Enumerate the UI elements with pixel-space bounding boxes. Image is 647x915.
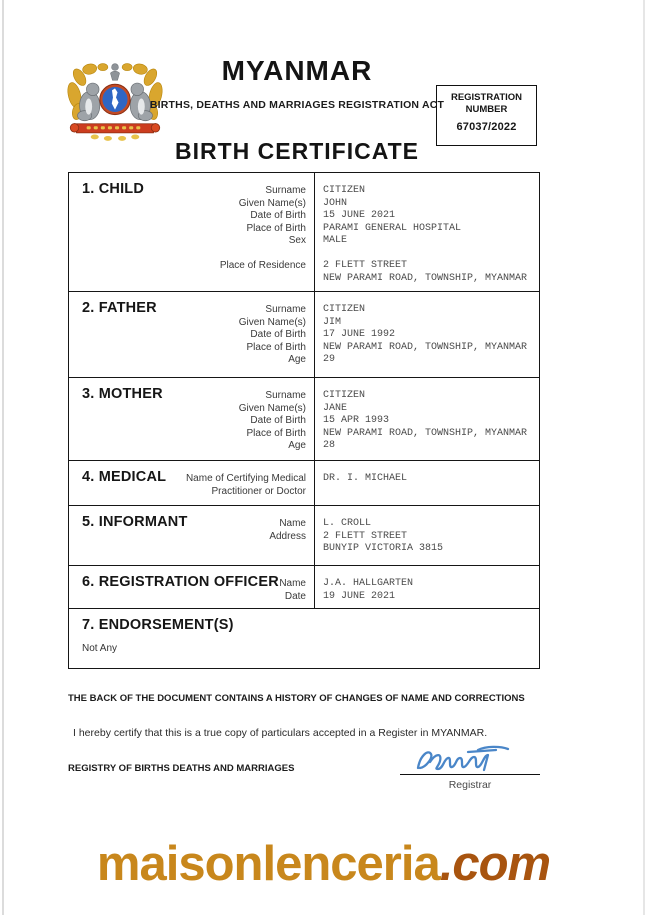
field-label: Given Name(s) bbox=[238, 197, 306, 209]
registrar-signature-block bbox=[400, 744, 540, 791]
field-value: L. CROLL bbox=[323, 518, 372, 529]
field-label: Place of Residence bbox=[219, 260, 306, 271]
field-value: 28 bbox=[323, 440, 336, 451]
field-label: Date of Birth bbox=[250, 329, 306, 340]
father-values bbox=[314, 292, 539, 377]
field-value: CITIZEN bbox=[323, 390, 366, 401]
section-title-registration-officer: 6. REGISTRATION OFFICER bbox=[82, 574, 279, 590]
registrar-signature-icon bbox=[410, 744, 530, 776]
registration-number-label: REGISTRATION NUMBER bbox=[450, 92, 523, 115]
endorsement-note: Not Any bbox=[82, 643, 118, 654]
section-title-child: 1. CHILD bbox=[82, 181, 145, 197]
field-label: Given Name(s) bbox=[238, 402, 306, 414]
field-value: JOHN bbox=[323, 197, 348, 209]
field-label: Name of Certifying Medical bbox=[185, 473, 306, 484]
country-title: MYANMAR bbox=[221, 55, 373, 86]
field-value: CITIZEN bbox=[323, 185, 366, 196]
field-value: NEW PARAMI ROAD, TOWNSHIP, MYANMAR bbox=[323, 272, 528, 284]
signature-line bbox=[400, 774, 540, 775]
field-label: Surname bbox=[265, 185, 306, 196]
field-value: JIM bbox=[323, 316, 342, 328]
field-label: Place of Birth bbox=[246, 427, 306, 439]
field-value: NEW PARAMI ROAD, TOWNSHIP, MYANMAR bbox=[323, 341, 528, 353]
mother-values bbox=[314, 378, 539, 460]
section-registration-officer bbox=[69, 565, 539, 608]
document-title: BIRTH CERTIFICATE bbox=[174, 138, 419, 164]
section-informant bbox=[69, 505, 539, 565]
section-father bbox=[69, 291, 539, 377]
field-label: Given Name(s) bbox=[238, 316, 306, 328]
section-medical bbox=[69, 460, 539, 505]
medical-values bbox=[314, 461, 539, 505]
field-label: Name bbox=[279, 518, 306, 529]
watermark-tld: .com bbox=[439, 837, 551, 891]
field-label: Date bbox=[284, 590, 306, 602]
field-value: 2 FLETT STREET bbox=[323, 530, 408, 542]
field-value: JANE bbox=[323, 402, 348, 414]
certification-statement: I hereby certify that this is a true copy of particulars accepted in a Register in MYANMAR. bbox=[73, 727, 488, 739]
registrar-caption: Registrar bbox=[448, 779, 492, 791]
field-label: Surname bbox=[265, 390, 306, 401]
registry-title: REGISTRY OF BIRTHS DEATHS AND MARRIAGES bbox=[68, 763, 295, 774]
field-value: 2 FLETT STREET bbox=[323, 260, 408, 271]
field-value: MALE bbox=[323, 235, 348, 246]
watermark bbox=[0, 836, 647, 892]
registration-officer-values bbox=[314, 566, 539, 608]
field-value: 17 JUNE 1992 bbox=[323, 329, 396, 340]
field-value: 19 JUNE 2021 bbox=[323, 590, 396, 602]
section-endorsements bbox=[69, 608, 539, 668]
scan-edge-right bbox=[643, 0, 645, 915]
field-value: J.A. HALLGARTEN bbox=[323, 578, 414, 589]
section-title-medical: 4. MEDICAL bbox=[82, 469, 167, 485]
registration-number-box bbox=[436, 85, 537, 146]
field-label: Address bbox=[269, 530, 306, 542]
field-value: 15 JUNE 2021 bbox=[323, 210, 396, 221]
back-of-document-note: THE BACK OF THE DOCUMENT CONTAINS A HISTORY OF CHANGES OF NAME AND CORRECTIONS bbox=[68, 693, 525, 704]
informant-values bbox=[314, 506, 539, 565]
watermark-name: maisonlenceria bbox=[96, 837, 440, 891]
field-value bbox=[323, 248, 533, 261]
certificate-table bbox=[68, 172, 540, 669]
act-subtitle: BIRTHS, DEATHS AND MARRIAGES REGISTRATION ACT bbox=[149, 99, 445, 111]
section-mother bbox=[69, 377, 539, 460]
field-value: 29 bbox=[323, 354, 336, 365]
field-label: Surname bbox=[265, 304, 306, 315]
field-value: NEW PARAMI ROAD, TOWNSHIP, MYANMAR bbox=[323, 427, 528, 439]
field-label: Age bbox=[288, 354, 306, 365]
field-label: Date of Birth bbox=[250, 415, 306, 426]
child-values bbox=[314, 173, 539, 291]
field-value: PARAMI GENERAL HOSPITAL bbox=[323, 222, 462, 234]
field-label bbox=[69, 543, 306, 556]
section-title-mother: 3. MOTHER bbox=[82, 386, 163, 402]
field-label: Name bbox=[279, 578, 306, 589]
field-label bbox=[69, 273, 306, 286]
field-label: Sex bbox=[288, 235, 306, 246]
field-label: Place of Birth bbox=[246, 341, 306, 353]
field-label: Age bbox=[288, 440, 306, 451]
section-title-informant: 5. INFORMANT bbox=[82, 514, 188, 530]
field-value: DR. I. MICHAEL bbox=[323, 473, 408, 484]
field-label: Place of Birth bbox=[246, 222, 306, 234]
section-title-father: 2. FATHER bbox=[82, 300, 157, 316]
field-label: Date of Birth bbox=[250, 210, 306, 221]
field-label bbox=[69, 248, 306, 261]
field-value: 15 APR 1993 bbox=[323, 415, 390, 426]
field-value bbox=[323, 486, 533, 499]
field-label: Practitioner or Doctor bbox=[211, 485, 306, 497]
registration-number-value: 67037/2022 bbox=[456, 121, 517, 133]
section-child bbox=[69, 173, 539, 291]
field-value: CITIZEN bbox=[323, 304, 366, 315]
field-value: BUNYIP VICTORIA 3815 bbox=[323, 543, 444, 554]
section-title-endorsements: 7. ENDORSEMENT(S) bbox=[82, 617, 234, 633]
